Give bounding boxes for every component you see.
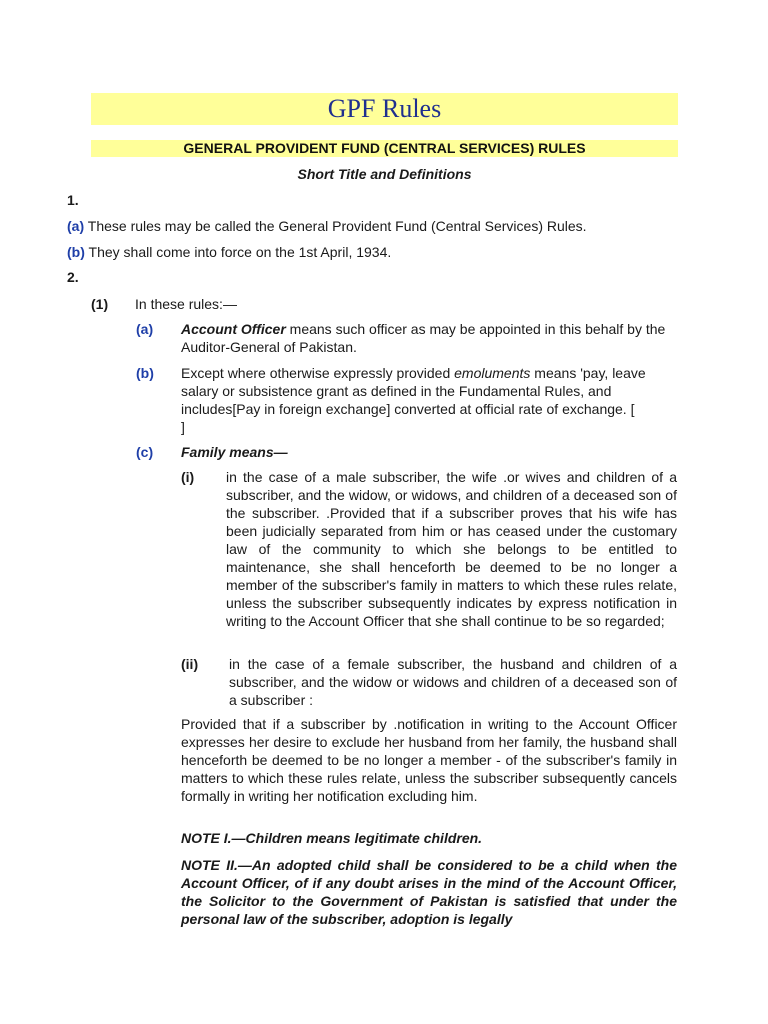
clause-a-label: (a) [136, 321, 154, 337]
term-emoluments: emoluments [454, 365, 531, 381]
bottom-fade [0, 990, 768, 1024]
rule-1-number: 1. [67, 192, 79, 208]
sub-clause-i-label: (i) [181, 469, 195, 485]
sub-clause-ii-text: in the case of a female subscriber, the husband and children of a subscriber, and the widow or widows and children of a deceased son of a subscriber : [229, 656, 677, 708]
clause-b-text-pre: Except where otherwise expressly provided [181, 365, 455, 381]
term-account-officer: Account Officer [181, 321, 286, 337]
note-2: NOTE II.—An adopted child shall be considered to be a child when the Account Officer, of if any doubt arises in the mind of the Account Officer, the Solicitor to the Government of Pakistan is satisfied that under the personal law of the subscriber, adoption is legally [181, 857, 677, 927]
sub-clause-ii-label: (ii) [181, 656, 199, 672]
subrule-1-text: In these rules:— [135, 296, 237, 312]
document-subtitle: GENERAL PROVIDENT FUND (CENTRAL SERVICES) RULES [183, 140, 586, 156]
subrule-1-label: (1) [91, 296, 109, 312]
section-heading: Short Title and Definitions [297, 166, 472, 182]
clause-text: These rules may be called the General Provident Fund (Central Services) Rules. [87, 218, 587, 234]
sub-clause-i-text: in the case of a male subscriber, the wife .or wives and children of a subscriber, and the widow, or widows, and children of a deceased son of the subscriber. .Provided that if a subscriber proves that his wife has been judicially separated from him or has ceased under the customary law of the community to which she belongs to be entitled to maintenance, she shall henceforth be deemed to be no longer a member of the subscriber's family in matters to which these rules relate, unless the subscriber subsequently indicates by express notification in writing to the Account Officer that she shall continue to be so regarded; [226, 469, 677, 629]
note-1: NOTE I.—Children means legitimate children. [181, 830, 483, 846]
clause-b-text-post: means 'pay, leave salary or subsistence grant as defined in the Fundamental Rules, and includes[Pay in foreign exchange] converted at official rate of exchange. [ ] [181, 365, 678, 435]
clause-label: (a) [67, 218, 85, 234]
rule-1-clause-a [67, 217, 687, 235]
subtitle-banner [91, 140, 678, 157]
term-family: Family means— [181, 444, 288, 460]
clause-b-body [181, 364, 678, 436]
clause-a-text: means such officer as may be appointed in this behalf by the Auditor-General of Pakistan. [181, 321, 666, 355]
clause-c-label: (c) [136, 444, 154, 460]
title-banner [91, 93, 678, 125]
rule-1-clause-b [67, 243, 687, 261]
clause-a-body [181, 320, 678, 356]
clause-b-label: (b) [136, 365, 154, 381]
clause-label: (b) [67, 244, 85, 260]
rule-2-number: 2. [67, 269, 79, 285]
clause-text: They shall come into force on the 1st April, 1934. [88, 244, 392, 260]
proviso-paragraph: Provided that if a subscriber by .notification in writing to the Account Officer expresses her desire to exclude her husband from her family, the husband shall henceforth be deemed to be no longer a member - of the subscriber's family in matters to which these rules relate, unless the subscriber subsequently cancels formally in writing her notification excluding him. [181, 716, 677, 804]
page-title: GPF Rules [327, 94, 442, 123]
